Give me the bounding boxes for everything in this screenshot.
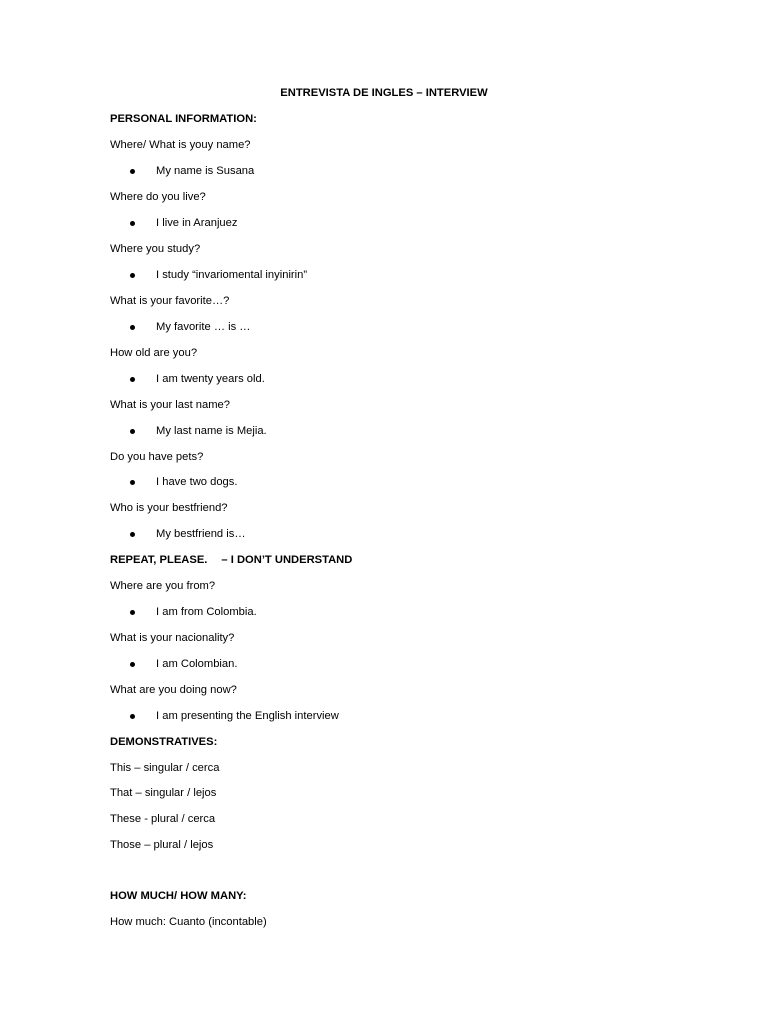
answer-text: I live in Aranjuez [156,217,238,229]
question-line: Where are you from? [110,580,216,592]
answer-text: I am twenty years old. [156,373,265,385]
question-line: What is your nacionality? [110,632,235,644]
dont-understand-text: – I DON’T UNDERSTAND [221,554,353,566]
bullet-icon [130,377,135,382]
question-line: Do you have pets? [110,451,204,463]
bullet-icon [130,610,135,615]
bullet-icon [130,325,135,330]
bullet-icon [130,221,135,226]
how-much-line: How much: Cuanto (incontable) [110,916,267,928]
answer-text: My bestfriend is… [156,528,246,540]
demonstrative-line: This – singular / cerca [110,762,220,774]
repeat-please-heading [110,553,352,567]
bullet-icon [130,480,135,485]
question-line: Where/ What is youy name? [110,139,251,151]
repeat-please-text: REPEAT, PLEASE. [110,554,208,566]
answer-text: I study “invariomental inyinirin” [156,269,308,281]
bullet-icon [130,273,135,278]
bullet-icon [130,169,135,174]
question-line: How old are you? [110,347,198,359]
document-title: ENTREVISTA DE INGLES – INTERVIEW [280,87,488,99]
answer-text: I am from Colombia. [156,606,257,618]
question-line: What is your favorite…? [110,295,230,307]
question-line: Who is your bestfriend? [110,502,228,514]
question-line: Where you study? [110,243,201,255]
answer-text: I have two dogs. [156,476,238,488]
question-line: What are you doing now? [110,684,237,696]
question-line: Where do you live? [110,191,206,203]
bullet-icon [130,532,135,537]
demonstratives-heading: DEMONSTRATIVES: [110,736,218,748]
question-line: What is your last name? [110,399,231,411]
answer-text: My last name is Mejia. [156,425,267,437]
how-much-heading: HOW MUCH/ HOW MANY: [110,890,247,902]
answer-text: I am Colombian. [156,658,238,670]
demonstrative-line: That – singular / lejos [110,787,217,799]
personal-information-heading: PERSONAL INFORMATION: [110,113,257,125]
bullet-icon [130,662,135,667]
answer-text: My name is Susana [156,165,255,177]
bullet-icon [130,429,135,434]
answer-text: My favorite … is … [156,321,251,333]
bullet-icon [130,714,135,719]
demonstrative-line: Those – plural / lejos [110,839,214,851]
demonstrative-line: These - plural / cerca [110,813,216,825]
answer-text: I am presenting the English interview [156,710,339,722]
